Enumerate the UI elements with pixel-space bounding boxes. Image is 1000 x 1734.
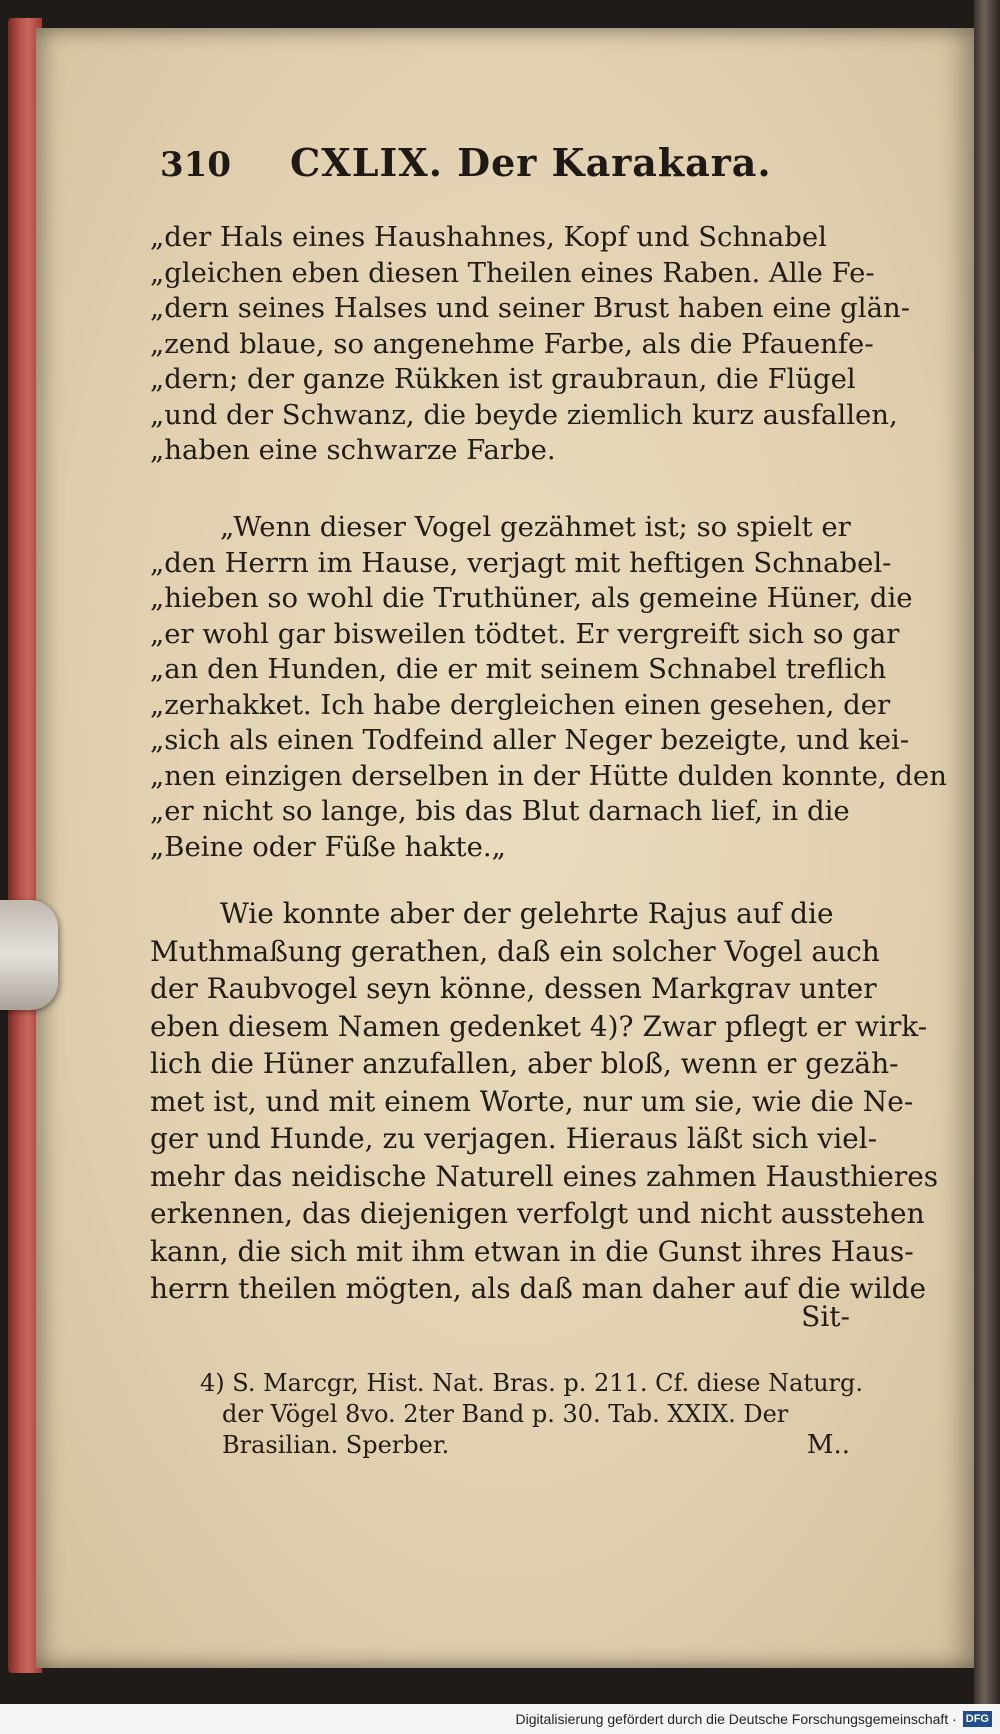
text-line: „der Hals eines Haushahnes, Kopf und Schnabel bbox=[150, 221, 827, 253]
text-line: „zend blaue, so angenehme Farbe, als die Pfauenfe- bbox=[150, 327, 874, 360]
paragraph-3 bbox=[150, 895, 939, 1308]
text-line: kann, die sich mit ihm etwan in die Gunst ihres Haus- bbox=[150, 1234, 914, 1268]
text-line: „an den Hunden, die er mit seinem Schnabel treflich bbox=[150, 653, 887, 685]
text-line: der Raubvogel seyn könne, dessen Markgrav unter bbox=[150, 972, 877, 1005]
text-line: „sich als einen Todfeind aller Neger bezeigte, und kei- bbox=[150, 724, 910, 756]
page-number: 310 bbox=[160, 145, 231, 185]
text-line: „nen einzigen derselben in der Hütte dulden konnte, den bbox=[150, 759, 947, 792]
text-line: Muthmaßung gerathen, daß ein solcher Vogel auch bbox=[150, 934, 880, 968]
text-line: erkennen, das diejenigen verfolgt und nicht ausstehen bbox=[150, 1197, 925, 1230]
footnote-line: Brasilian. Sperber. bbox=[222, 1431, 450, 1459]
text-line: ger und Hunde, zu verjagen. Hieraus läßt sich viel- bbox=[150, 1122, 878, 1155]
text-line: eben diesem Namen gedenket 4)? Zwar pflegt er wirk- bbox=[150, 1009, 928, 1043]
text-line: mehr das neidische Naturell eines zahmen Hausthieres bbox=[150, 1159, 939, 1193]
footnote-line: 4) S. Marcgr, Hist. Nat. Bras. p. 211. Cf. diese Naturg. bbox=[200, 1369, 863, 1397]
text-line: „dern; der ganze Rükken ist graubraun, die Flügel bbox=[150, 363, 856, 395]
text-line: met ist, und mit einem Worte, nur um sie, wie die Ne- bbox=[150, 1084, 914, 1118]
text-line: „hieben so wohl die Truthüner, als gemeine Hüner, die bbox=[150, 582, 913, 614]
paragraph-1 bbox=[150, 220, 910, 469]
text-line: „er wohl gar bisweilen tödtet. Er vergreift sich so gar bbox=[150, 617, 900, 650]
footer-credit: Digitalisierung gefördert durch die Deutsche Forschungsgemeinschaft · bbox=[515, 1711, 957, 1727]
text-line: „er nicht so lange, bis das Blut darnach lief, in die bbox=[150, 795, 850, 827]
signature-mark: M.. bbox=[806, 1430, 850, 1460]
page-header bbox=[160, 140, 860, 190]
text-line: „und der Schwanz, die beyde ziemlich kurz ausfallen, bbox=[150, 398, 898, 431]
text-line: „haben eine schwarze Farbe. bbox=[150, 434, 556, 466]
running-title: CXLIX. Der Karakara. bbox=[290, 140, 772, 185]
text-line: herrn theilen mögten, als daß man daher auf die wilde bbox=[150, 1272, 927, 1305]
text-line: „dern seines Halses und seiner Brust haben eine glän- bbox=[150, 292, 910, 324]
text-line: „Beine oder Füße hakte.„ bbox=[150, 830, 506, 863]
text-line: „gleichen eben diesen Theilen eines Raben. Alle Fe- bbox=[150, 256, 875, 289]
paragraph-2 bbox=[150, 510, 947, 865]
digitization-footer bbox=[0, 1704, 1000, 1734]
page-gutter bbox=[974, 0, 1000, 1734]
footnote bbox=[200, 1368, 863, 1461]
catchword: Sit- bbox=[801, 1300, 850, 1333]
footnote-line: der Vögel 8vo. 2ter Band p. 30. Tab. XXIX. Der bbox=[222, 1400, 789, 1428]
page-clip bbox=[0, 900, 58, 1010]
dfg-logo: DFG bbox=[963, 1711, 992, 1727]
text-line: „den Herrn im Hause, verjagt mit heftigen Schnabel- bbox=[150, 546, 892, 579]
text-line: Wie konnte aber der gelehrte Rajus auf die bbox=[220, 897, 834, 930]
text-line: „zerhakket. Ich habe dergleichen einen gesehen, der bbox=[150, 688, 891, 721]
text-line: „Wenn dieser Vogel gezähmet ist; so spielt er bbox=[220, 511, 851, 543]
text-line: lich die Hüner anzufallen, aber bloß, wenn er gezäh- bbox=[150, 1047, 899, 1080]
